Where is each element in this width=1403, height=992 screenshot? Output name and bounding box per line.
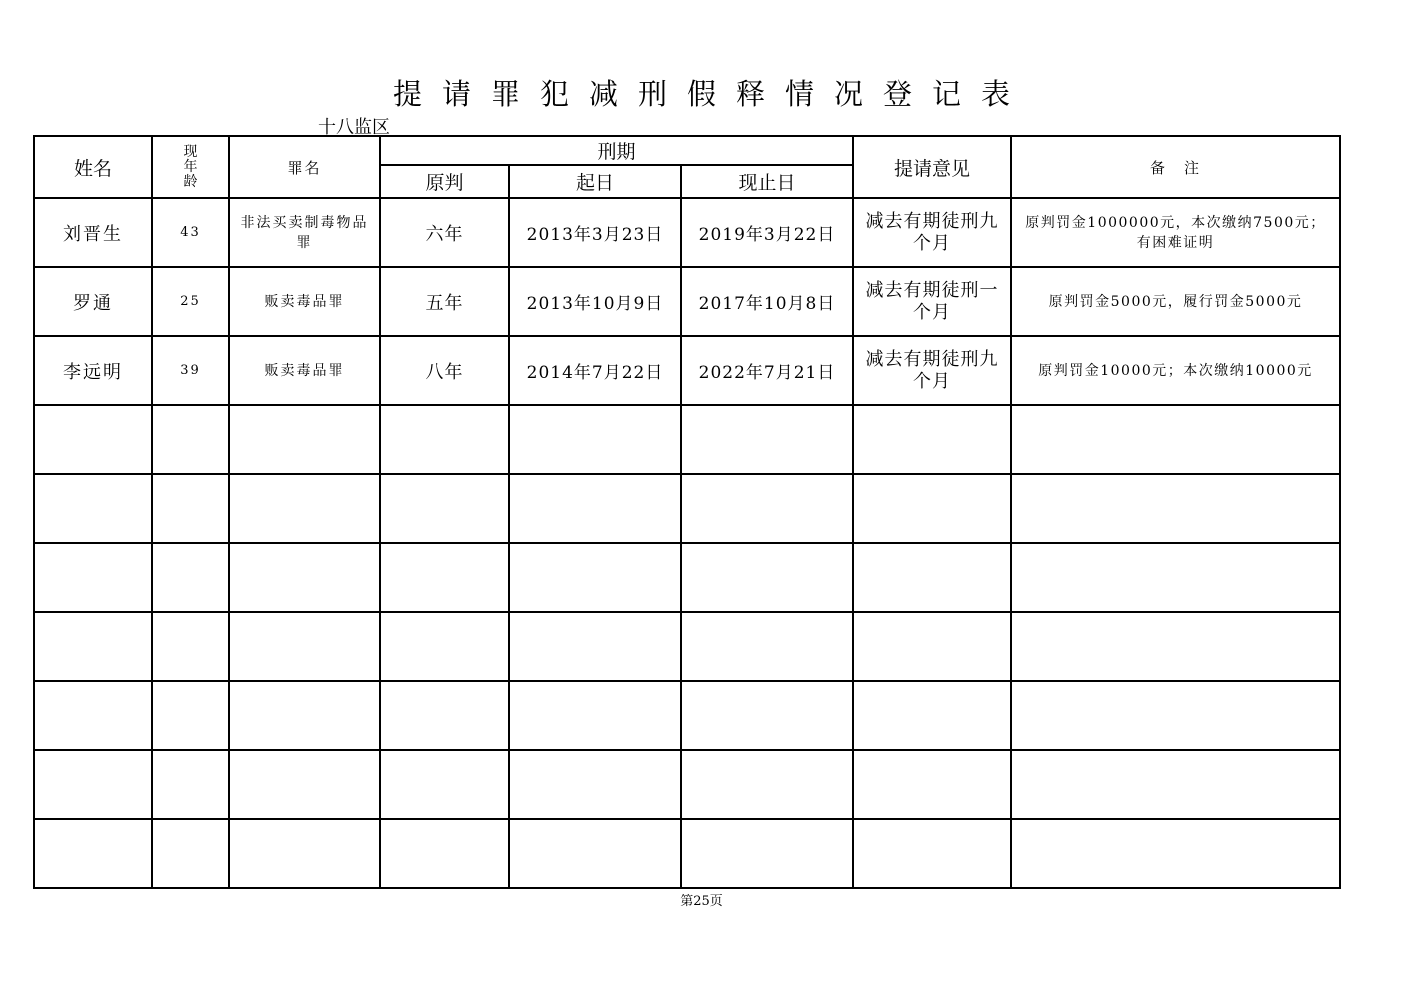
cell-start-empty [509,474,681,543]
district-label: 十八监区 [318,117,390,138]
cell-crime: 贩卖毒品罪 [229,267,380,336]
cell-crime-empty [229,474,380,543]
cell-crime-empty [229,819,380,888]
cell-name-empty [34,819,152,888]
cell-end: 2022年7月21日 [681,336,853,405]
cell-start-empty [509,543,681,612]
cell-end-empty [681,543,853,612]
cell-remarks: 原判罚金10000元；本次缴纳10000元 [1011,336,1340,405]
cell-end: 2017年10月8日 [681,267,853,336]
empty-table-row [34,474,1340,543]
cell-original: 六年 [380,198,509,267]
cell-start-empty [509,819,681,888]
cell-crime: 贩卖毒品罪 [229,336,380,405]
table-row [34,198,1340,267]
cell-age-empty [152,543,229,612]
empty-table-row [34,543,1340,612]
header-age-char: 现 [183,143,198,160]
cell-opinion-empty [853,681,1011,750]
cell-opinion-empty [853,543,1011,612]
cell-age: 25 [152,267,229,336]
cell-opinion-empty [853,474,1011,543]
cell-remarks-empty [1011,750,1340,819]
table-row [34,267,1340,336]
cell-end-empty [681,681,853,750]
cell-crime-empty [229,750,380,819]
page-title: 提请罪犯减刑假释情况登记表 [392,77,1030,111]
cell-age: 43 [152,198,229,267]
empty-table-row [34,612,1340,681]
header-opinion: 提请意见 [853,136,1011,198]
cell-opinion-empty [853,819,1011,888]
cell-crime-empty [229,405,380,474]
cell-name: 罗通 [34,267,152,336]
cell-original: 五年 [380,267,509,336]
cell-name-empty [34,405,152,474]
cell-crime: 非法买卖制毒物品罪 [229,198,380,267]
cell-age-empty [152,819,229,888]
header-crime: 罪名 [229,136,380,198]
cell-original-empty [380,405,509,474]
cell-crime-empty [229,612,380,681]
cell-opinion: 减去有期徒刑九个月 [853,336,1011,405]
cell-end-empty [681,750,853,819]
cell-original-empty [380,543,509,612]
cell-end-empty [681,474,853,543]
table-body [34,198,1340,888]
empty-table-row [34,750,1340,819]
cell-start: 2013年10月9日 [509,267,681,336]
cell-name-empty [34,681,152,750]
cell-age-empty [152,750,229,819]
register-table [33,135,1341,889]
header-original: 原判 [380,165,509,198]
header-name: 姓名 [34,136,152,198]
cell-start: 2013年3月23日 [509,198,681,267]
cell-crime-empty [229,681,380,750]
cell-end-empty [681,612,853,681]
cell-remarks-empty [1011,543,1340,612]
cell-start-empty [509,405,681,474]
header-age-char: 龄 [183,173,198,190]
table-row [34,336,1340,405]
cell-name-empty [34,612,152,681]
cell-age-empty [152,474,229,543]
header-end: 现止日 [681,165,853,198]
cell-opinion: 减去有期徒刑九个月 [853,198,1011,267]
header-row-top [34,136,1340,165]
cell-remarks-empty [1011,681,1340,750]
cell-original-empty [380,819,509,888]
header-remarks: 备 注 [1011,136,1340,198]
header-age [152,136,229,198]
cell-opinion: 减去有期徒刑一个月 [853,267,1011,336]
cell-start-empty [509,681,681,750]
cell-age-empty [152,612,229,681]
cell-remarks-empty [1011,405,1340,474]
cell-age-empty [152,405,229,474]
cell-original-empty [380,750,509,819]
empty-table-row [34,819,1340,888]
cell-original-empty [380,474,509,543]
empty-table-row [34,405,1340,474]
header-start: 起日 [509,165,681,198]
cell-remarks-empty [1011,819,1340,888]
cell-crime-empty [229,543,380,612]
cell-end-empty [681,405,853,474]
cell-start-empty [509,750,681,819]
cell-remarks: 原判罚金5000元，履行罚金5000元 [1011,267,1340,336]
cell-name-empty [34,750,152,819]
cell-start-empty [509,612,681,681]
header-sentence-group: 刑期 [380,136,853,165]
cell-original-empty [380,612,509,681]
cell-name-empty [34,543,152,612]
cell-end: 2019年3月22日 [681,198,853,267]
page-number: 第25页 [680,894,723,909]
cell-name: 李远明 [34,336,152,405]
cell-name-empty [34,474,152,543]
cell-remarks-empty [1011,474,1340,543]
cell-original: 八年 [380,336,509,405]
cell-age: 39 [152,336,229,405]
cell-opinion-empty [853,750,1011,819]
cell-end-empty [681,819,853,888]
cell-opinion-empty [853,405,1011,474]
cell-name: 刘晋生 [34,198,152,267]
header-age-char: 年 [183,158,198,175]
cell-start: 2014年7月22日 [509,336,681,405]
cell-remarks: 原判罚金1000000元，本次缴纳7500元；有困难证明 [1011,198,1340,267]
cell-age-empty [152,681,229,750]
cell-remarks-empty [1011,612,1340,681]
cell-opinion-empty [853,612,1011,681]
cell-original-empty [380,681,509,750]
empty-table-row [34,681,1340,750]
